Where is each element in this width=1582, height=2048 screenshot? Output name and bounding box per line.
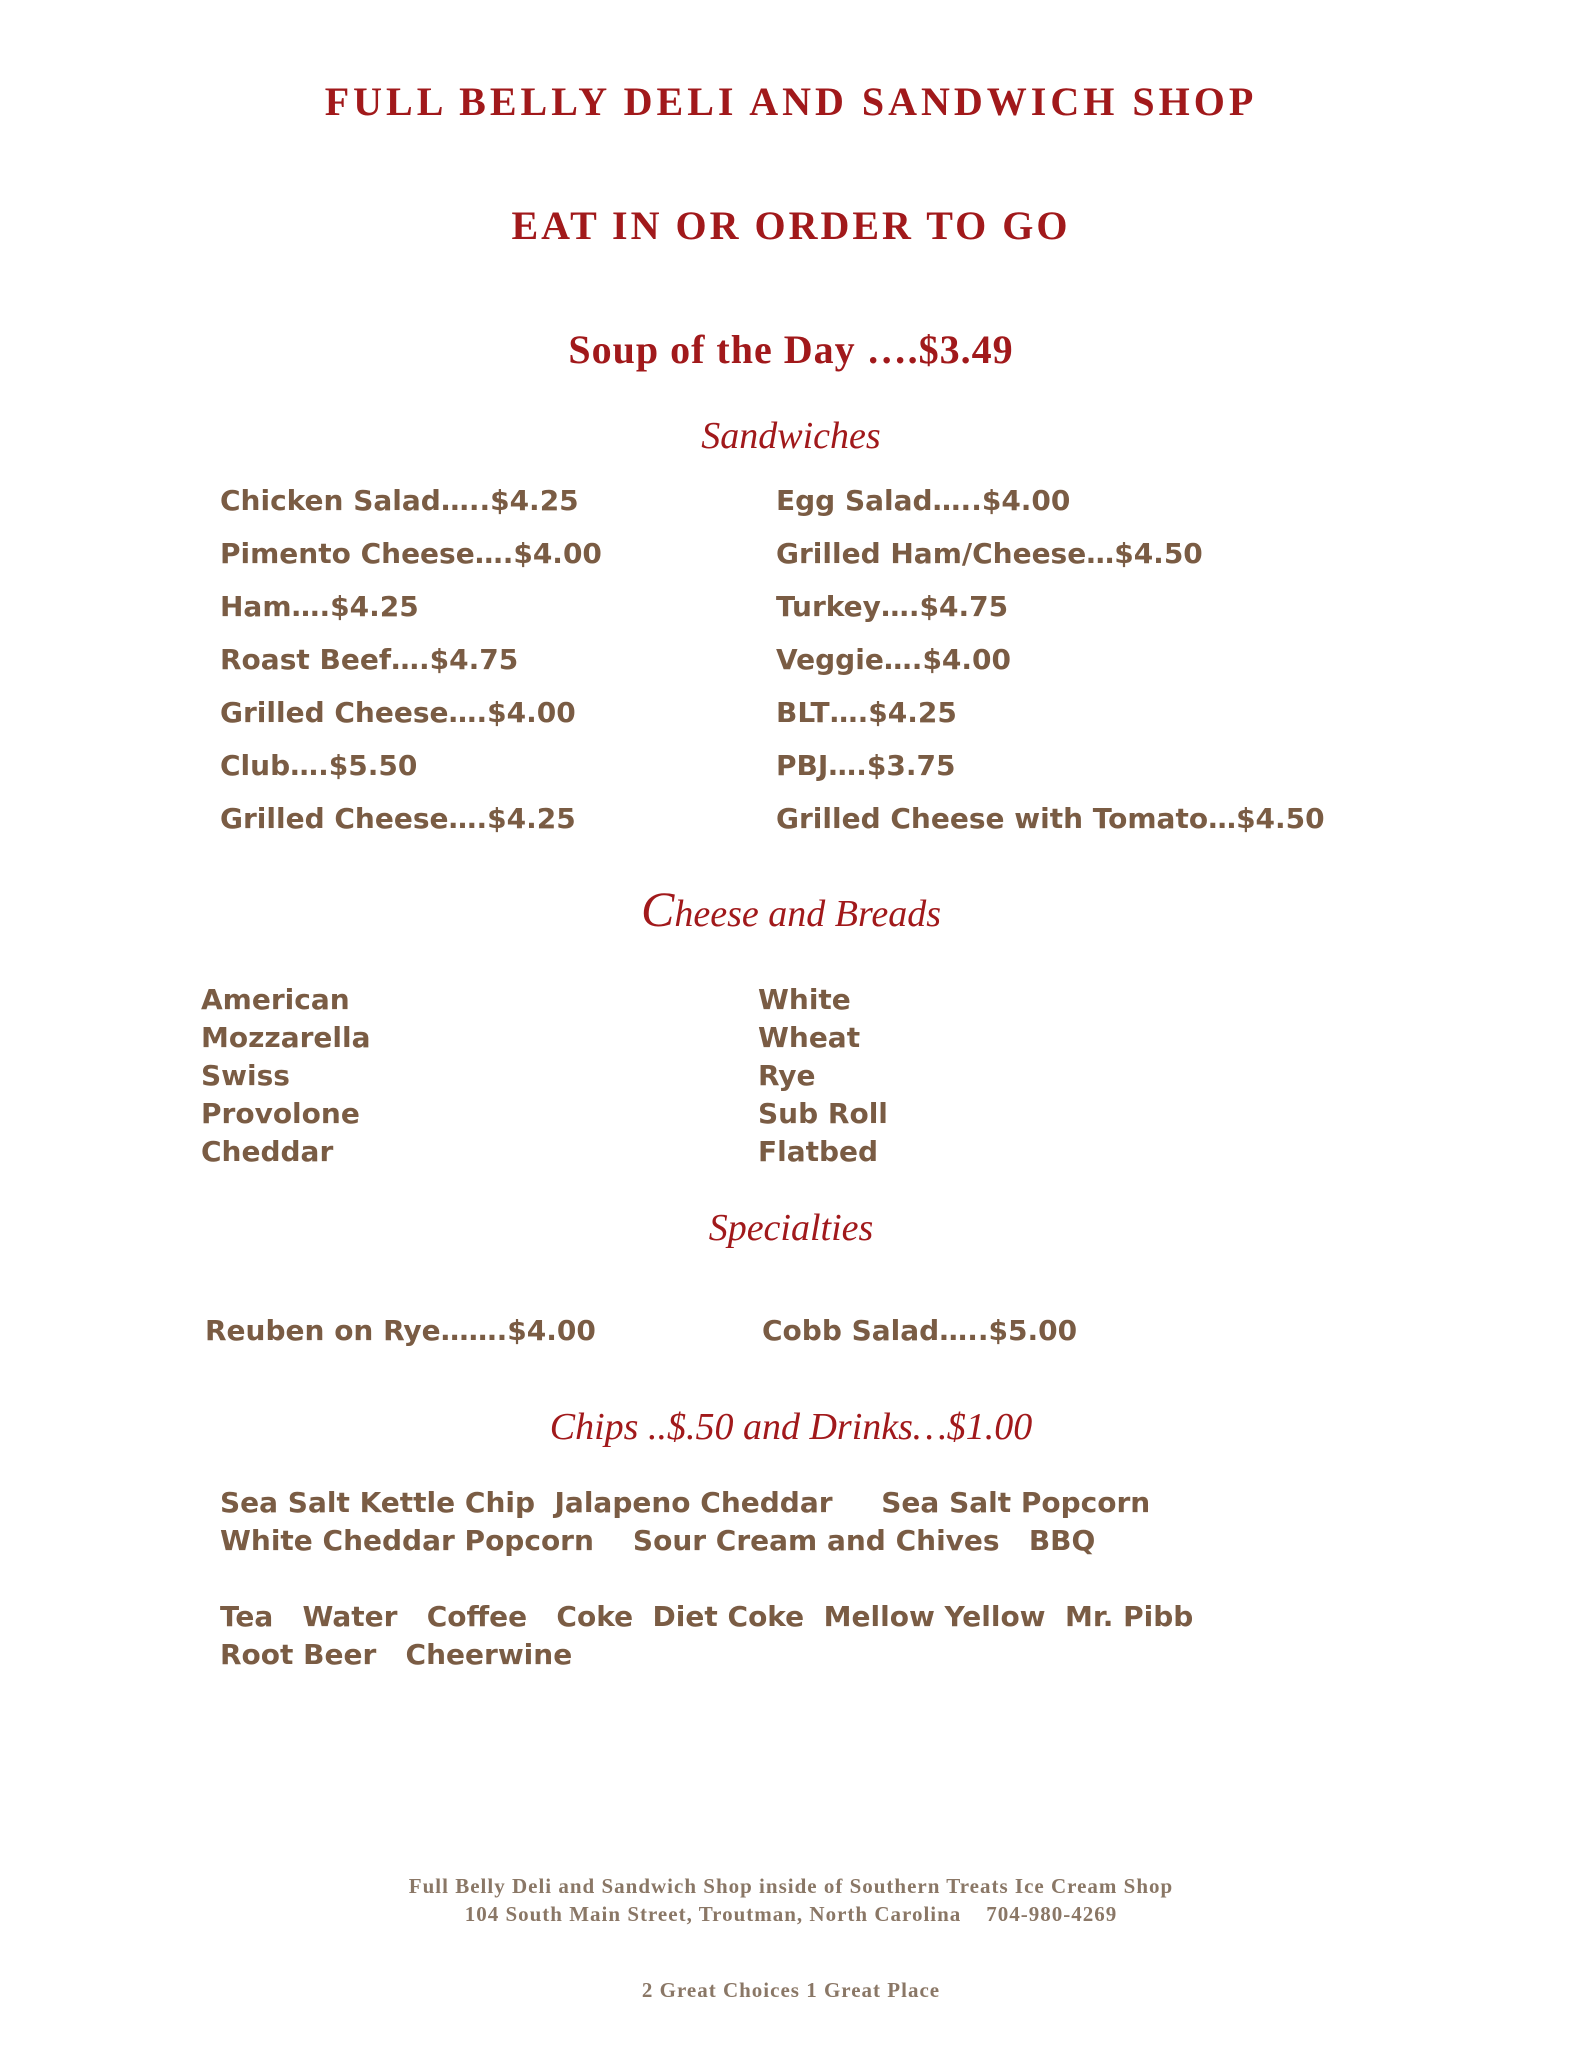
heading-rest: heese and Breads — [674, 893, 941, 935]
bread-list — [758, 981, 888, 1171]
specialty-item: Cobb Salad…..$5.00 — [762, 1314, 1078, 1347]
cheese-list — [201, 981, 370, 1171]
cheese-item: Cheddar — [201, 1135, 334, 1168]
shop-name: FULL BELLY DELI AND SANDWICH SHOP — [324, 79, 1258, 124]
sandwich-item: Ham….$4.25 — [220, 590, 419, 623]
footer-address-line-2: 104 South Main Street, Troutman, North Carolina 704-980-4269 — [464, 1902, 1118, 1926]
bread-item: Rye — [758, 1059, 816, 1092]
chips-drinks-list — [220, 1484, 1193, 1674]
tagline: EAT IN OR ORDER TO GO — [511, 203, 1071, 248]
sandwich-item: Club….$5.50 — [220, 749, 418, 782]
cheese-item: American — [201, 983, 350, 1016]
cheese-item: Provolone — [201, 1097, 360, 1130]
bread-item: Sub Roll — [758, 1097, 888, 1130]
sandwich-item: Turkey….$4.75 — [776, 590, 1009, 623]
heading-initial: C — [641, 881, 675, 937]
sandwich-item: Roast Beef….$4.75 — [220, 643, 519, 676]
sandwich-item: Grilled Cheese….$4.00 — [220, 696, 576, 729]
sandwich-item: Egg Salad…..$4.00 — [776, 484, 1071, 517]
sandwiches-left-column — [220, 484, 602, 855]
sandwiches-right-column — [776, 484, 1325, 855]
sandwiches-heading: Sandwiches — [701, 415, 881, 457]
bread-item: Wheat — [758, 1021, 861, 1054]
chips-line: White Cheddar Popcorn Sour Cream and Chives BBQ — [220, 1524, 1096, 1557]
drinks-line: Root Beer Cheerwine — [220, 1638, 573, 1671]
soup-of-the-day: Soup of the Day ….$3.49 — [568, 327, 1014, 372]
bread-item: White — [758, 983, 851, 1016]
sandwich-item: PBJ….$3.75 — [776, 749, 956, 782]
cheese-item: Swiss — [201, 1059, 290, 1092]
drinks-line: Tea Water Coffee Coke Diet Coke Mellow Yellow Mr. Pibb — [220, 1600, 1194, 1633]
cheese-breads-heading — [0, 880, 1582, 938]
footer-slogan: 2 Great Choices 1 Great Place — [641, 1978, 941, 2002]
footer-address-line-1: Full Belly Deli and Sandwich Shop inside of Southern Treats Ice Cream Shop — [408, 1874, 1174, 1898]
sandwich-item: Grilled Cheese with Tomato…$4.50 — [776, 802, 1325, 835]
sandwich-item: Grilled Ham/Cheese…$4.50 — [776, 537, 1203, 570]
sandwich-item: Veggie….$4.00 — [776, 643, 1012, 676]
sandwich-item: Grilled Cheese….$4.25 — [220, 802, 576, 835]
chips-line: Sea Salt Kettle Chip Jalapeno Cheddar Sea Salt Popcorn — [220, 1486, 1151, 1519]
sandwich-item: Chicken Salad…..$4.25 — [220, 484, 579, 517]
chips-drinks-heading: Chips ..$.50 and Drinks…$1.00 — [549, 1406, 1033, 1448]
specialty-item: Reuben on Rye…….$4.00 — [205, 1314, 596, 1347]
sandwich-item: BLT….$4.25 — [776, 696, 957, 729]
cheese-item: Mozzarella — [201, 1021, 371, 1054]
specialties-heading: Specialties — [708, 1207, 874, 1249]
bread-item: Flatbed — [758, 1135, 879, 1168]
sandwich-item: Pimento Cheese….$4.00 — [220, 537, 602, 570]
